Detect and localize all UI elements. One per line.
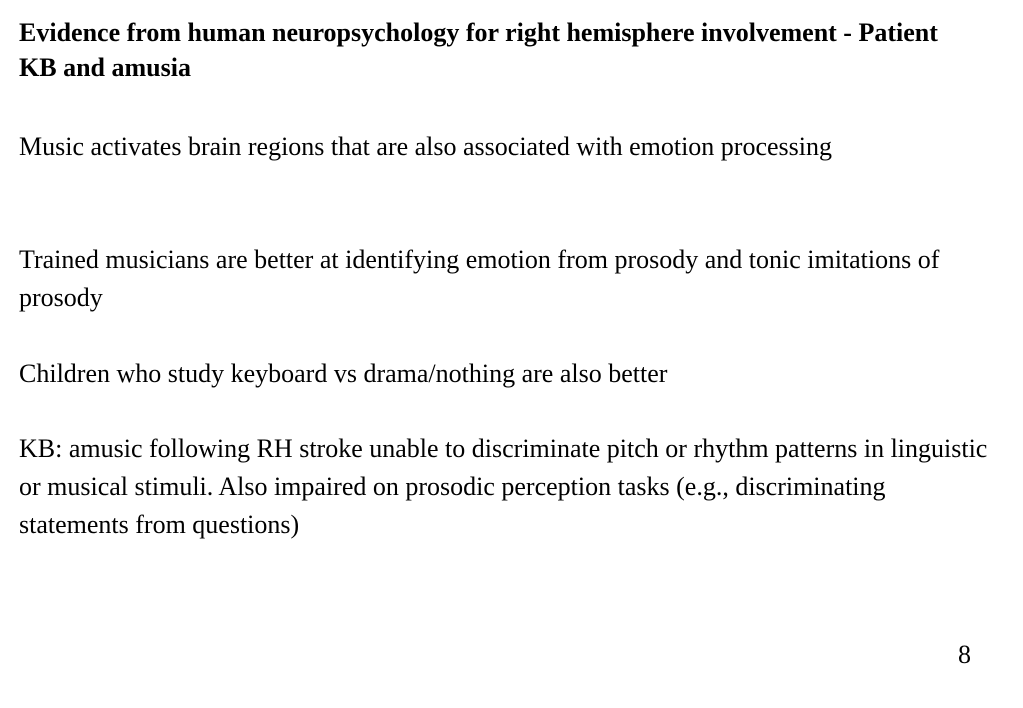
paragraph-trained-musicians: Trained musicians are better at identifying emotion from prosody and tonic imitations of prosody — [19, 245, 940, 312]
slide-title: Evidence from human neuropsychology for right hemisphere involvement - Patient KB and amusia — [19, 18, 938, 82]
paragraph-children-keyboard: Children who study keyboard vs drama/nothing are also better — [19, 359, 668, 388]
paragraph-music-emotion: Music activates brain regions that are also associated with emotion processing — [19, 132, 832, 161]
page-number: 8 — [958, 640, 971, 669]
paragraph-patient-kb: KB: amusic following RH stroke unable to discriminate pitch or rhythm patterns in linguistic or musical stimuli. Also impaired on prosodic perception tasks (e.g., discriminating statements from questions) — [19, 434, 988, 539]
